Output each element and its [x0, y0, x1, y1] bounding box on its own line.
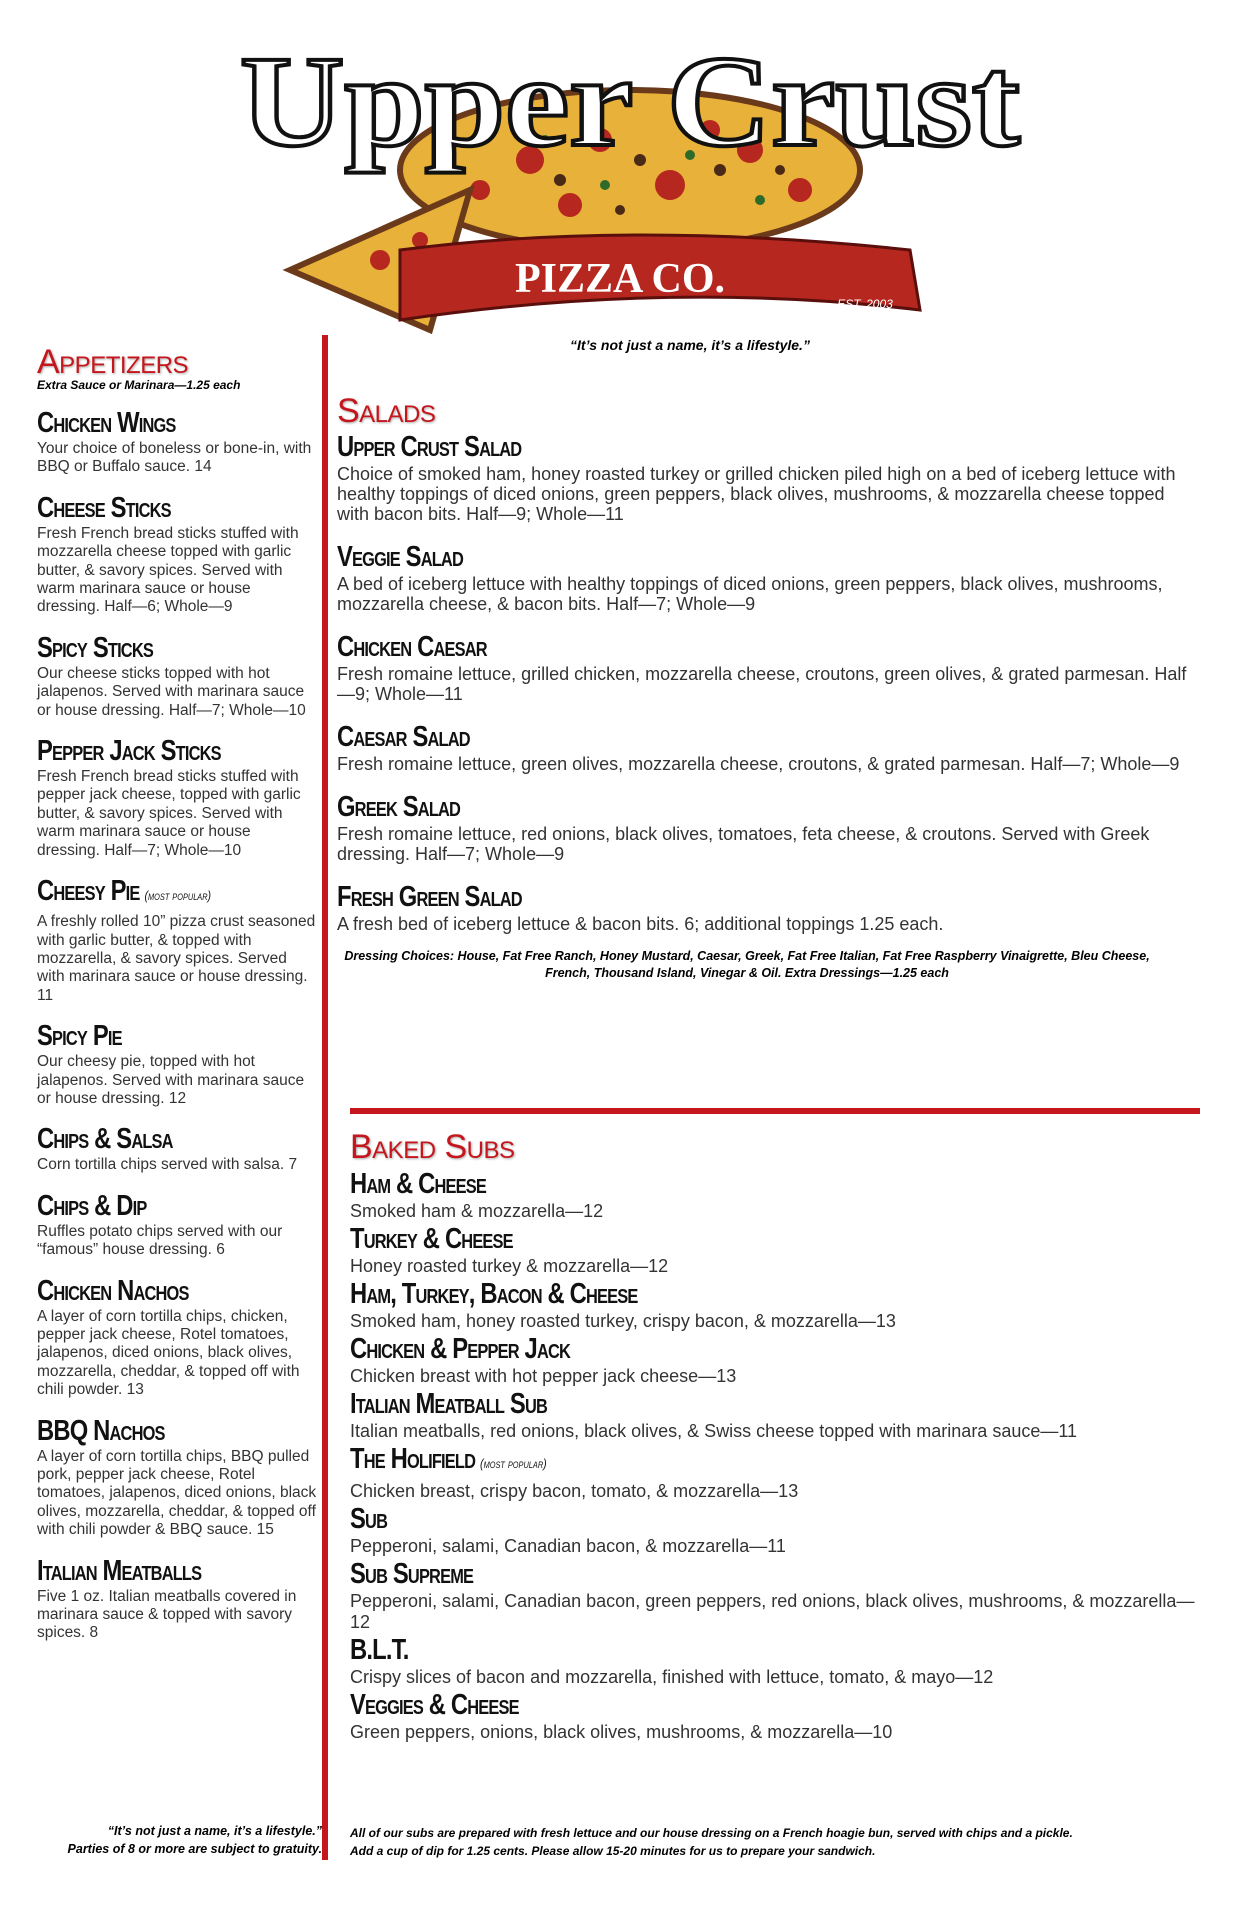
menu-item	[37, 1019, 317, 1108]
menu-item-title: Cheese Sticks	[37, 491, 171, 524]
menu-item-name	[350, 1557, 1047, 1591]
menu-item-description: Fresh romaine lettuce, red onions, black olives, tomatoes, feta cheese, & croutons. Served with Greek dressing. Half—7; Whole—9	[337, 824, 1150, 864]
menu-item-title: Chicken & Pepper Jack	[350, 1333, 571, 1365]
menu-item	[350, 1442, 1200, 1502]
most-popular-tag: (most popular)	[480, 1456, 547, 1471]
menu-item-title: B.L.T.	[350, 1634, 409, 1666]
upper-crust-logo	[150, 20, 1130, 370]
menu-item-description: A layer of corn tortilla chips, chicken, pepper jack cheese, Rotel tomatoes, jalapenos, diced onions, black olives, mozzarella, cheddar, & topped off with chili powder. 13	[37, 1307, 300, 1399]
menu-item-name	[37, 1019, 267, 1053]
menu-item-description: Honey roasted turkey & mozzarella—12	[350, 1256, 669, 1276]
menu-item-description: Crispy slices of bacon and mozzarella, finished with lettuce, tomato, & mayo—12	[350, 1667, 994, 1687]
menu-item-title: Cheesy Pie	[37, 875, 140, 908]
menu-item	[350, 1633, 1200, 1688]
menu-item-description: Our cheese sticks topped with hot jalapenos. Served with marinara sauce or house dressing. Half—7; Whole—10	[37, 664, 306, 719]
menu-item-description: Five 1 oz. Italian meatballs covered in marinara sauce & topped with savory spices. 8	[37, 1587, 297, 1642]
menu-item-description: Fresh French bread sticks stuffed with mozzarella cheese topped with garlic butter, & savory spices. Served with warm marinara sauce or house dressing. Half—6; Whole—9	[37, 524, 299, 616]
menu-item-title: Pepper Jack Sticks	[37, 735, 221, 768]
menu-item-description: A fresh bed of iceberg lettuce & bacon bits. 6; additional toppings 1.25 each.	[337, 914, 944, 934]
menu-item-title: Ham, Turkey, Bacon & Cheese	[350, 1278, 638, 1310]
section-title-appetizers: Appetizers	[37, 343, 189, 381]
subs-footer-line2: Add a cup of dip for 1.25 cents. Please allow 15-20 minutes for us to prepare your sandwich.	[350, 1844, 876, 1858]
menu-item-name	[350, 1277, 1047, 1311]
menu-item-name	[37, 631, 267, 665]
appetizers-note: Extra Sauce or Marinara—1.25 each	[37, 378, 241, 392]
subs-footer	[350, 1824, 1210, 1860]
menu-item	[37, 491, 317, 617]
appetizers-list	[37, 406, 317, 1643]
menu-item-description: Smoked ham & mozzarella—12	[350, 1201, 604, 1221]
menu-item-name	[337, 790, 1042, 824]
menu-item-description: Pepperoni, salami, Canadian bacon, & mozzarella—11	[350, 1536, 786, 1556]
menu-item-title: Veggie Salad	[337, 541, 463, 573]
most-popular-tag: (most popular)	[144, 888, 212, 904]
menu-item-description: Corn tortilla chips served with salsa. 7	[37, 1156, 298, 1174]
menu-item-name	[337, 430, 1042, 464]
menu-item	[350, 1557, 1200, 1633]
section-title-subs: Baked Subs	[350, 1128, 515, 1166]
subs-section	[350, 1128, 1200, 1743]
menu-item-description: A layer of corn tortilla chips, BBQ pulled pork, pepper jack cheese, Rotel tomatoes, jalapenos, diced onions, black olives, mozzarella, cheddar, & topped off with chili powder & BBQ sauce. 15	[37, 1447, 317, 1539]
vertical-divider	[322, 335, 328, 1860]
menu-item-name	[350, 1688, 1047, 1722]
tagline: “It’s not just a name, it’s a lifestyle.”	[570, 337, 810, 353]
horizontal-divider	[350, 1108, 1200, 1114]
menu-item-name	[350, 1633, 1047, 1667]
menu-item-name	[37, 1414, 267, 1448]
menu-item-name	[37, 1122, 267, 1156]
menu-item-title: Fresh Green Salad	[337, 881, 522, 913]
menu-item-description: Chicken breast with hot pepper jack cheese—13	[350, 1366, 737, 1386]
menu-item-title: Veggies & Cheese	[350, 1689, 519, 1721]
menu-item-description: Smoked ham, honey roasted turkey, crispy bacon, & mozzarella—13	[350, 1311, 896, 1331]
menu-item-description: Choice of smoked ham, honey roasted turkey or grilled chicken piled high on a bed of iceberg lettuce with healthy toppings of diced onions, green peppers, black olives, mushrooms, & mozzarella cheese topped with bacon bits. Half—9; Whole—11	[337, 464, 1176, 524]
menu-item-name	[37, 1554, 267, 1588]
menu-item-name	[37, 406, 267, 440]
menu-item-description: Chicken breast, crispy bacon, tomato, & mozzarella—13	[350, 1481, 799, 1501]
menu-item	[350, 1502, 1200, 1557]
menu-item-name	[350, 1167, 1047, 1201]
menu-item-title: Chicken Caesar	[337, 631, 487, 663]
menu-item-title: Spicy Sticks	[37, 631, 153, 664]
subs-list	[350, 1167, 1200, 1743]
section-title-salads: Salads	[337, 392, 436, 430]
menu-item-title: Greek Salad	[337, 791, 461, 823]
menu-item	[37, 1554, 317, 1643]
menu-item	[337, 630, 1197, 704]
menu-item-name	[337, 630, 1042, 664]
salads-list	[337, 430, 1197, 934]
menu-item-description: Your choice of boneless or bone-in, with BBQ or Buffalo sauce. 14	[37, 440, 312, 476]
menu-item-title: BBQ Nachos	[37, 1414, 165, 1447]
menu-item	[37, 406, 317, 477]
menu-item-title: Turkey & Cheese	[350, 1223, 513, 1255]
menu-item-title: Ham & Cheese	[350, 1168, 487, 1200]
menu-item-title: Italian Meatball Sub	[350, 1388, 547, 1420]
menu-item-title: Chips & Salsa	[37, 1123, 173, 1156]
menu-item-name	[350, 1332, 1047, 1366]
menu-item	[337, 720, 1197, 774]
menu-item-title: Chips & Dip	[37, 1189, 147, 1222]
menu-item-description: Fresh romaine lettuce, grilled chicken, mozzarella cheese, croutons, green olives, & grated parmesan. Half—9; Whole—11	[337, 664, 1187, 704]
menu-item-title: Chicken Nachos	[37, 1274, 189, 1307]
menu-item	[337, 430, 1197, 524]
menu-item	[37, 1189, 317, 1260]
menu-item	[37, 874, 317, 1005]
menu-item-name	[350, 1502, 1047, 1536]
menu-item-name	[350, 1222, 1047, 1256]
logo-subtitle: PIZZA CO.	[514, 256, 726, 302]
menu-item-description: Ruffles potato chips served with our “famous” house dressing. 6	[37, 1222, 283, 1259]
appetizers-section	[37, 343, 317, 1657]
menu-item	[37, 1414, 317, 1540]
subs-footer-line1: All of our subs are prepared with fresh lettuce and our house dressing on a French hoagie bun, served with chips and a pickle.	[350, 1826, 1073, 1840]
menu-item-name	[37, 491, 267, 525]
menu-item	[37, 1122, 317, 1174]
menu-item	[350, 1332, 1200, 1387]
menu-item	[350, 1277, 1200, 1332]
menu-item-title: Spicy Pie	[37, 1020, 122, 1053]
menu-item-description: Our cheesy pie, topped with hot jalapenos. Served with marinara sauce or house dressing. 12	[37, 1053, 305, 1107]
menu-item	[37, 631, 317, 720]
footer-tagline: “It’s not just a name, it’s a lifestyle.”	[107, 1824, 322, 1838]
menu-item	[337, 790, 1197, 864]
menu-item-title: Sub Supreme	[350, 1558, 474, 1590]
menu-item-name	[337, 880, 1042, 914]
menu-item-name	[337, 720, 1042, 754]
menu-item-name	[37, 874, 267, 913]
appetizers-footer	[40, 1822, 322, 1858]
menu-item-name	[337, 540, 1042, 574]
menu-item-name	[350, 1387, 1047, 1421]
logo-name: Upper Crust	[240, 30, 1020, 174]
salads-section	[337, 430, 1197, 982]
footer-gratuity: Parties of 8 or more are subject to gratuity.	[67, 1842, 322, 1856]
menu-item	[350, 1222, 1200, 1277]
menu-item-description: Fresh French bread sticks stuffed with pepper jack cheese, topped with garlic butter, & savory spices. Served with warm marinara sauce or house dressing. Half—7; Whole—10	[37, 768, 301, 859]
menu-item-title: Italian Meatballs	[37, 1554, 202, 1587]
menu-item-description: Italian meatballs, red onions, black olives, & Swiss cheese topped with marinara sauce—11	[350, 1421, 1078, 1441]
menu-item-title: The Holifield	[350, 1443, 476, 1475]
dressing-note: Dressing Choices: House, Fat Free Ranch, Honey Mustard, Caesar, Greek, Fat Free Italian, Fat Free Raspberry Vinaigrette, Bleu Cheese, French, Thousand Island, Vinegar & Oil. Extra Dressings—1.25 each	[344, 949, 1150, 980]
menu-item-name	[37, 1274, 267, 1308]
menu-item-title: Upper Crust Salad	[337, 431, 522, 463]
menu-item	[37, 734, 317, 860]
menu-item	[350, 1688, 1200, 1743]
menu-item-description: Fresh romaine lettuce, green olives, mozzarella cheese, croutons, & grated parmesan. Half—7; Whole—9	[337, 754, 1180, 774]
menu-item	[350, 1167, 1200, 1222]
menu-item-description: Pepperoni, salami, Canadian bacon, green peppers, red onions, black olives, mushrooms, & mozzarella—12	[350, 1591, 1195, 1632]
menu-item-description: A bed of iceberg lettuce with healthy toppings of diced onions, green peppers, black olives, mushrooms, mozzarella cheese, & bacon bits. Half—7; Whole—9	[337, 574, 1163, 614]
menu-item-description: A freshly rolled 10” pizza crust seasoned with garlic butter, & topped with mozzarella, & savory spices. Served with marinara sauce or house dressing. 11	[37, 913, 316, 1004]
menu-item	[337, 880, 1197, 934]
logo-est: EST. 2003	[837, 297, 893, 311]
menu-item-title: Chicken Wings	[37, 407, 176, 439]
menu-item-title: Caesar Salad	[337, 721, 470, 753]
menu-item	[337, 540, 1197, 614]
menu-item	[350, 1387, 1200, 1442]
menu-item-name	[37, 1189, 267, 1223]
menu-item	[37, 1274, 317, 1400]
menu-item-name	[350, 1442, 1047, 1481]
menu-item-title: Sub	[350, 1503, 388, 1535]
menu-item-description: Green peppers, onions, black olives, mushrooms, & mozzarella—10	[350, 1722, 893, 1742]
menu-item-name	[37, 734, 267, 768]
